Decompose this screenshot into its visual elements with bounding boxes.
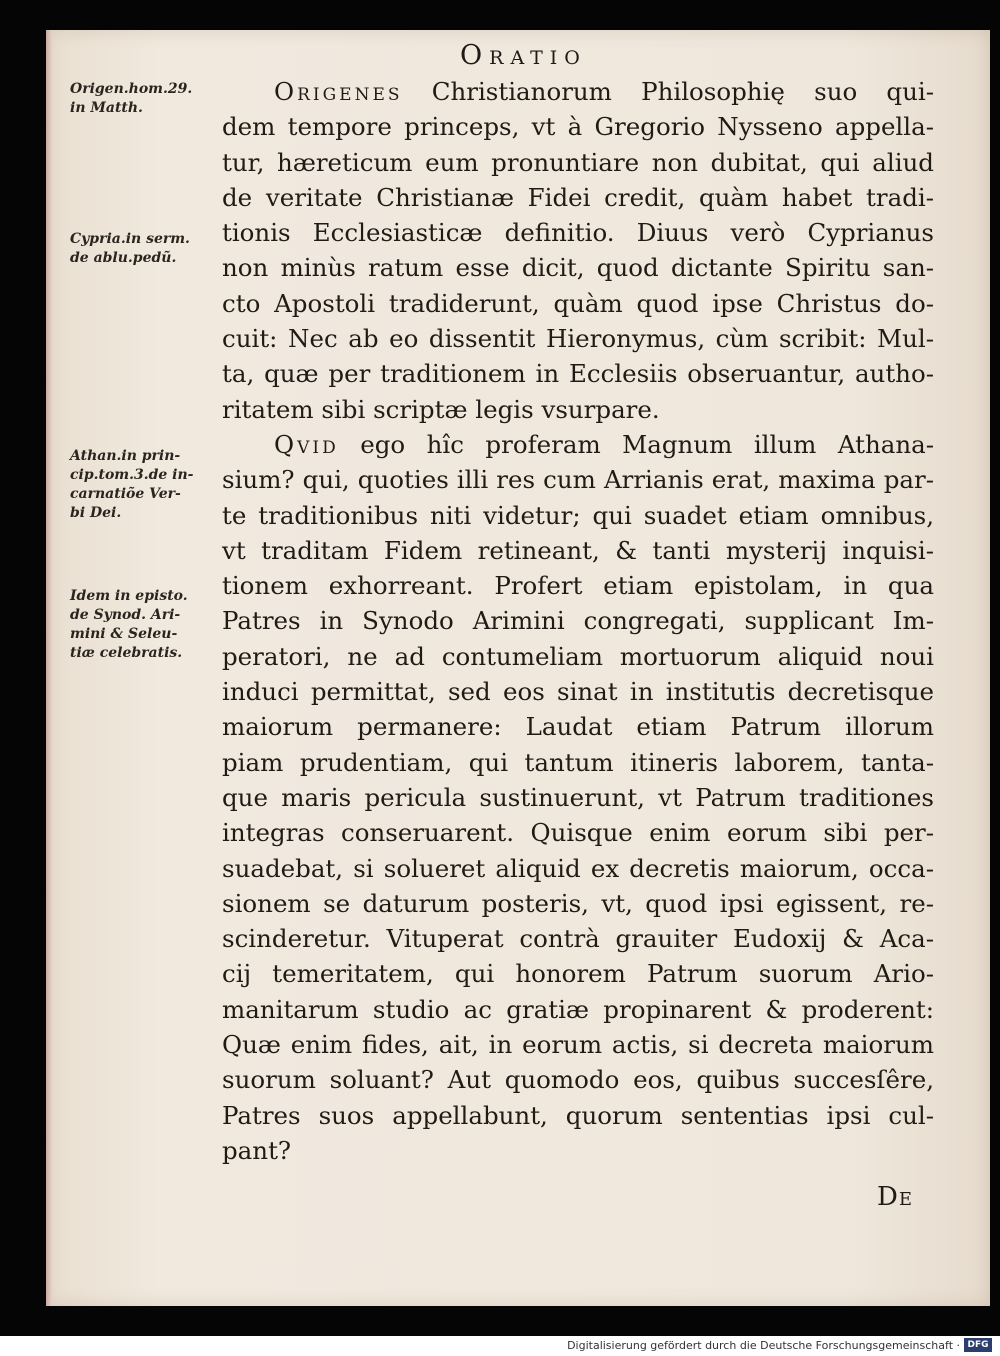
paragraph-lead: Qvid — [274, 429, 339, 459]
text-line: pant? — [222, 1135, 292, 1165]
note-line: carnatiõe Ver- — [70, 486, 181, 502]
note-line: Origen.hom.29. — [70, 81, 193, 97]
text-line: ritatem sibi scriptæ legis vsurpare. — [222, 394, 660, 424]
paragraph-origen — [222, 74, 934, 427]
note-line: de ablu.pedũ. — [70, 250, 177, 266]
text-line: suorum soluant? Aut quomodo eos, quibus succesſêre, — [222, 1065, 934, 1095]
text-line: cij temeritatem, qui honorem Patrum suorum Ario- — [222, 959, 934, 989]
text-line: scinderetur. Vituperat contrà grauiter Eudoxij & Aca- — [222, 924, 934, 954]
note-line: Idem in episto. — [70, 588, 188, 604]
text-line: suadebat, si solueret aliquid ex decretis maiorum, occa- — [222, 853, 934, 883]
text-fragment: Christianorum Philosophię suo qui- — [402, 77, 934, 106]
text-line: integras conseruarent. Quisque enim eorum sibi per- — [222, 818, 934, 848]
text-line: tionem exhorreant. Profert etiam epistolam, in qua — [222, 571, 934, 601]
note-line: de Synod. Ari- — [70, 607, 181, 623]
text-fragment: ego hîc proferam Magnum illum Athana- — [338, 429, 934, 459]
text-line: sionem se daturum posteris, vt, quod ipsi egissent, re- — [222, 888, 934, 918]
text-line: sium? qui, quoties illi res cum Arrianis erat, maxima par- — [222, 465, 934, 495]
note-line: mini & Seleu- — [70, 626, 178, 642]
text-line: maiorum permanere: Laudat etiam Patrum illorum — [222, 712, 934, 742]
text-line — [222, 427, 934, 462]
margin-note-origen — [70, 80, 215, 118]
text-line: cuit: Nec ab eo dissentit Hieronymus, cùm scribit: Mul- — [222, 324, 934, 354]
text-line: Patres suos appellabunt, quorum sententias ipsi cul- — [222, 1100, 934, 1130]
text-line: peratori, ne ad contumeliam mortuorum aliquid noui — [222, 641, 934, 671]
text-line: induci permittat, sed eos sinat in institutis decretisque — [222, 677, 934, 707]
text-line: que maris pericula sustinuerunt, vt Patrum traditiones — [222, 782, 934, 812]
text-line: Patres in Synodo Arimini congregati, supplicant Im- — [222, 606, 934, 636]
text-line — [222, 74, 934, 109]
catchword: De — [877, 1182, 913, 1212]
note-line: in Matth. — [70, 100, 143, 116]
text-line: piam prudentiam, qui tantum itineris laborem, tanta- — [222, 747, 934, 777]
note-line: tiæ celebratis. — [70, 645, 183, 661]
text-line: dem tempore princeps, vt à Gregorio Nysseno appella- — [222, 112, 934, 142]
text-line: vt traditam Fidem retineant, & tanti mysterij inquisi- — [222, 535, 934, 565]
note-line: cip.tom.3.de in- — [70, 467, 194, 483]
paragraph-athanasius — [222, 427, 934, 1168]
text-line: te traditionibus niti videtur; qui suadet etiam omnibus, — [222, 500, 934, 530]
note-line: Athan.in prin- — [70, 448, 181, 464]
footer-credit: Digitalisierung gefördert durch die Deutsche Forschungsgemeinschaft · — [567, 1339, 960, 1352]
digitization-footer — [0, 1336, 1000, 1356]
note-line: Cypria.in serm. — [70, 231, 190, 247]
text-line: Quæ enim fides, ait, in eorum actis, si decreta maiorum — [222, 1030, 934, 1060]
text-line: manitarum studio ac gratiæ propinarent & proderent: — [222, 994, 934, 1024]
text-line: cto Apostoli tradiderunt, quàm quod ipse Christus do- — [222, 288, 934, 318]
margin-note-athanasius — [70, 447, 215, 523]
text-line: non minùs ratum esse dicit, quod dictante Spiritu san- — [222, 253, 934, 283]
page-edge — [46, 30, 52, 1306]
note-line: bi Dei. — [70, 505, 122, 521]
running-head: Oratio — [460, 40, 587, 71]
dfg-logo: DFG — [964, 1338, 992, 1352]
text-line: tur, hæreticum eum pronuntiare non dubitat, qui aliud — [222, 147, 934, 177]
paragraph-lead: Origenes — [274, 77, 403, 106]
margin-note-cyprian — [70, 230, 215, 268]
text-line: ta, quæ per traditionem in Ecclesiis obseruantur, autho- — [222, 359, 934, 389]
margin-note-idem — [70, 587, 215, 663]
text-line: tionis Ecclesiasticæ definitio. Diuus verò Cyprianus — [222, 218, 934, 248]
text-line: de veritate Christianæ Fidei credit, quàm habet tradi- — [222, 182, 934, 212]
main-text — [222, 74, 934, 1168]
